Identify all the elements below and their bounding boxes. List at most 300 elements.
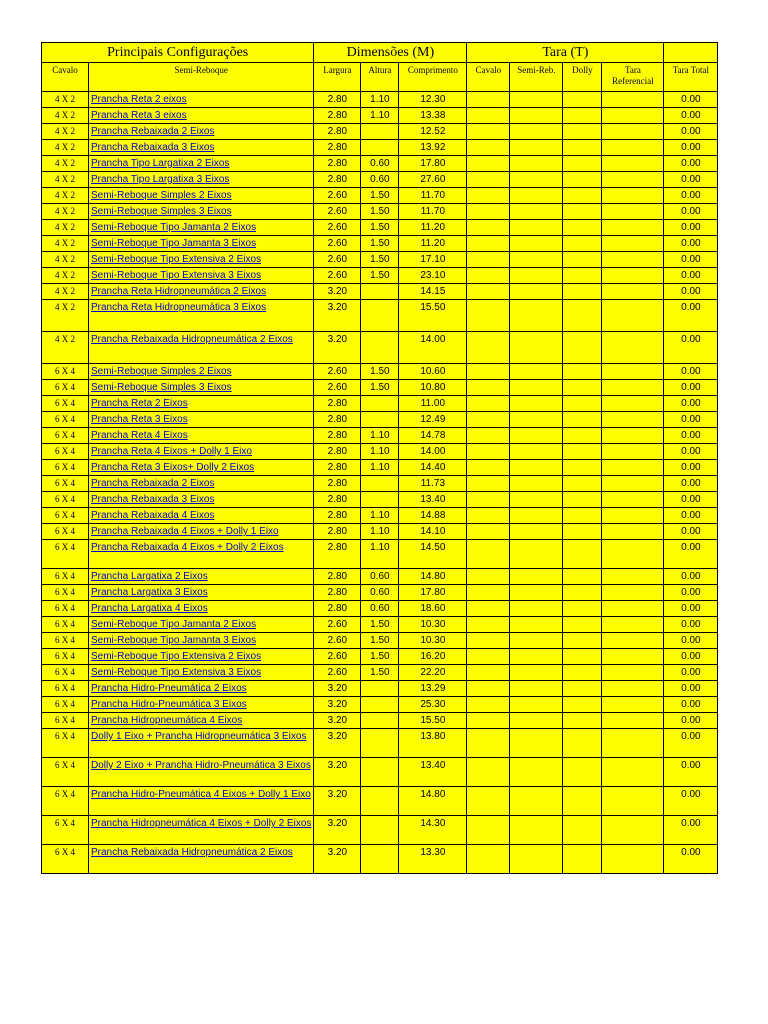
largura-cell: 2.80 bbox=[314, 108, 361, 124]
altura-cell: 1.10 bbox=[361, 92, 399, 108]
tara-referencial-cell bbox=[602, 188, 664, 204]
header-row-columns bbox=[42, 63, 718, 92]
tara-cavalo-cell bbox=[467, 252, 510, 268]
semi-reboque-cell bbox=[89, 156, 314, 172]
semi-reboque-cell bbox=[89, 697, 314, 713]
semi-reboque-link[interactable]: Prancha Hidropneumática 4 Eixos bbox=[91, 715, 243, 726]
comprimento-cell: 17.80 bbox=[399, 585, 467, 601]
semi-reboque-cell bbox=[89, 665, 314, 681]
tara-referencial-cell bbox=[602, 665, 664, 681]
semi-reboque-link[interactable]: Prancha Largatixa 2 Eixos bbox=[91, 571, 208, 582]
semi-reboque-cell bbox=[89, 300, 314, 332]
semi-reboque-link[interactable]: Semi-Reboque Simples 3 Eixos bbox=[91, 206, 232, 217]
comprimento-cell: 23.10 bbox=[399, 268, 467, 284]
tara-referencial-cell bbox=[602, 524, 664, 540]
semi-reboque-link[interactable]: Semi-Reboque Tipo Extensiva 3 Eixos bbox=[91, 270, 262, 281]
tara-cavalo-cell bbox=[467, 92, 510, 108]
cavalo-cell: 6 X 4 bbox=[42, 665, 89, 681]
tara-referencial-cell bbox=[602, 845, 664, 874]
largura-cell: 2.60 bbox=[314, 617, 361, 633]
tara-semi-cell bbox=[510, 816, 563, 845]
dolly-cell bbox=[563, 172, 602, 188]
tara-semi-cell bbox=[510, 633, 563, 649]
tara-cavalo-cell bbox=[467, 697, 510, 713]
dolly-cell bbox=[563, 220, 602, 236]
semi-reboque-cell bbox=[89, 713, 314, 729]
cavalo-cell: 6 X 4 bbox=[42, 396, 89, 412]
comprimento-cell: 13.40 bbox=[399, 492, 467, 508]
tara-semi-cell bbox=[510, 172, 563, 188]
table-row bbox=[42, 476, 718, 492]
semi-reboque-link[interactable]: Semi-Reboque Tipo Extensiva 2 Eixos bbox=[91, 254, 262, 265]
dolly-cell bbox=[563, 569, 602, 585]
tara-cavalo-cell bbox=[467, 476, 510, 492]
semi-reboque-link[interactable]: Prancha Rebaixada 3 Eixos bbox=[91, 494, 215, 505]
tara-referencial-cell bbox=[602, 633, 664, 649]
semi-reboque-link[interactable]: Prancha Tipo Largatixa 2 Eixos bbox=[91, 158, 230, 169]
tara-total-cell: 0.00 bbox=[664, 300, 718, 332]
altura-cell bbox=[361, 758, 399, 787]
tara-semi-cell bbox=[510, 364, 563, 380]
table-row bbox=[42, 300, 718, 332]
altura-cell: 1.50 bbox=[361, 617, 399, 633]
tara-semi-cell bbox=[510, 476, 563, 492]
table-row bbox=[42, 681, 718, 697]
tara-cavalo-cell bbox=[467, 412, 510, 428]
semi-reboque-cell bbox=[89, 585, 314, 601]
table-row bbox=[42, 649, 718, 665]
cavalo-cell: 6 X 4 bbox=[42, 428, 89, 444]
tara-cavalo-cell bbox=[467, 140, 510, 156]
tara-cavalo-cell bbox=[467, 524, 510, 540]
comprimento-cell: 13.40 bbox=[399, 758, 467, 787]
cavalo-cell: 6 X 4 bbox=[42, 585, 89, 601]
altura-cell bbox=[361, 396, 399, 412]
tara-total-cell: 0.00 bbox=[664, 540, 718, 569]
comprimento-cell: 11.70 bbox=[399, 188, 467, 204]
col-header-tara-cavalo: Cavalo bbox=[467, 63, 510, 92]
tara-referencial-cell bbox=[602, 649, 664, 665]
semi-reboque-link[interactable]: Prancha Largatixa 3 Eixos bbox=[91, 587, 208, 598]
tara-total-cell: 0.00 bbox=[664, 412, 718, 428]
semi-reboque-link[interactable]: Prancha Reta Hidropneumática 3 Eixos bbox=[91, 302, 267, 313]
dolly-cell bbox=[563, 332, 602, 364]
largura-cell: 3.20 bbox=[314, 729, 361, 758]
cavalo-cell: 4 X 2 bbox=[42, 300, 89, 332]
semi-reboque-link[interactable]: Prancha Rebaixada 2 Eixos bbox=[91, 126, 215, 137]
tara-semi-cell bbox=[510, 524, 563, 540]
comprimento-cell: 14.00 bbox=[399, 332, 467, 364]
comprimento-cell: 10.80 bbox=[399, 380, 467, 396]
semi-reboque-link[interactable]: Prancha Largatixa 4 Eixos bbox=[91, 603, 208, 614]
tara-referencial-cell bbox=[602, 172, 664, 188]
table-row bbox=[42, 284, 718, 300]
tara-total-cell: 0.00 bbox=[664, 364, 718, 380]
semi-reboque-cell bbox=[89, 633, 314, 649]
largura-cell: 3.20 bbox=[314, 284, 361, 300]
cavalo-cell: 6 X 4 bbox=[42, 380, 89, 396]
dolly-cell bbox=[563, 124, 602, 140]
largura-cell: 3.20 bbox=[314, 816, 361, 845]
cavalo-cell: 4 X 2 bbox=[42, 268, 89, 284]
semi-reboque-link[interactable]: Prancha Rebaixada 2 Eixos bbox=[91, 478, 215, 489]
header-dimensions: Dimensões (M) bbox=[314, 43, 467, 63]
table-row bbox=[42, 364, 718, 380]
tara-total-cell: 0.00 bbox=[664, 204, 718, 220]
tara-cavalo-cell bbox=[467, 845, 510, 874]
tara-semi-cell bbox=[510, 108, 563, 124]
largura-cell: 2.80 bbox=[314, 540, 361, 569]
col-header-largura: Largura bbox=[314, 63, 361, 92]
comprimento-cell: 13.29 bbox=[399, 681, 467, 697]
comprimento-cell: 13.92 bbox=[399, 140, 467, 156]
semi-reboque-link[interactable]: Prancha Reta 3 Eixos+ Dolly 2 Eixos bbox=[91, 462, 255, 473]
dolly-cell bbox=[563, 617, 602, 633]
comprimento-cell: 11.00 bbox=[399, 396, 467, 412]
dolly-cell bbox=[563, 665, 602, 681]
dolly-cell bbox=[563, 681, 602, 697]
largura-cell: 3.20 bbox=[314, 300, 361, 332]
comprimento-cell: 11.20 bbox=[399, 220, 467, 236]
cavalo-cell: 6 X 4 bbox=[42, 729, 89, 758]
cavalo-cell: 4 X 2 bbox=[42, 236, 89, 252]
altura-cell bbox=[361, 697, 399, 713]
semi-reboque-link[interactable]: Prancha Hidro-Pneumática 4 Eixos + Dolly 1 Eixo bbox=[91, 789, 311, 800]
semi-reboque-link[interactable]: Prancha Tipo Largatixa 3 Eixos bbox=[91, 174, 230, 185]
tara-referencial-cell bbox=[602, 681, 664, 697]
tara-total-cell: 0.00 bbox=[664, 816, 718, 845]
altura-cell: 1.50 bbox=[361, 649, 399, 665]
semi-reboque-link[interactable]: Prancha Rebaixada Hidropneumática 2 Eixos bbox=[91, 334, 293, 345]
tara-semi-cell bbox=[510, 252, 563, 268]
tara-referencial-cell bbox=[602, 412, 664, 428]
tara-cavalo-cell bbox=[467, 236, 510, 252]
tara-referencial-cell bbox=[602, 268, 664, 284]
tara-cavalo-cell bbox=[467, 665, 510, 681]
altura-cell: 1.50 bbox=[361, 236, 399, 252]
tara-total-cell: 0.00 bbox=[664, 508, 718, 524]
tara-total-cell: 0.00 bbox=[664, 236, 718, 252]
tara-cavalo-cell bbox=[467, 172, 510, 188]
altura-cell: 0.60 bbox=[361, 172, 399, 188]
table-row bbox=[42, 633, 718, 649]
tara-cavalo-cell bbox=[467, 188, 510, 204]
tara-semi-cell bbox=[510, 188, 563, 204]
tara-referencial-cell bbox=[602, 396, 664, 412]
tara-total-cell: 0.00 bbox=[664, 188, 718, 204]
table-row bbox=[42, 380, 718, 396]
altura-cell: 1.50 bbox=[361, 268, 399, 284]
semi-reboque-link[interactable]: Prancha Rebaixada 4 Eixos + Dolly 2 Eixos bbox=[91, 542, 284, 553]
comprimento-cell: 14.15 bbox=[399, 284, 467, 300]
semi-reboque-link[interactable]: Semi-Reboque Tipo Jamanta 3 Eixos bbox=[91, 635, 257, 646]
semi-reboque-link[interactable]: Prancha Reta 3 eixos bbox=[91, 110, 187, 121]
dolly-cell bbox=[563, 845, 602, 874]
dolly-cell bbox=[563, 428, 602, 444]
semi-reboque-link[interactable]: Semi-Reboque Tipo Jamanta 2 Eixos bbox=[91, 619, 257, 630]
semi-reboque-cell bbox=[89, 332, 314, 364]
tara-referencial-cell bbox=[602, 816, 664, 845]
tara-total-cell: 0.00 bbox=[664, 665, 718, 681]
semi-reboque-link[interactable]: Semi-Reboque Tipo Extensiva 2 Eixos bbox=[91, 651, 262, 662]
cavalo-cell: 4 X 2 bbox=[42, 220, 89, 236]
semi-reboque-cell bbox=[89, 845, 314, 874]
semi-reboque-link[interactable]: Prancha Reta 2 eixos bbox=[91, 94, 187, 105]
tara-total-cell: 0.00 bbox=[664, 252, 718, 268]
semi-reboque-cell bbox=[89, 428, 314, 444]
semi-reboque-link[interactable]: Dolly 2 Eixo + Prancha Hidro-Pneumática 3 Eixos bbox=[91, 760, 311, 771]
tara-total-cell: 0.00 bbox=[664, 140, 718, 156]
semi-reboque-link[interactable]: Prancha Hidropneumática 4 Eixos + Dolly 2 Eixos bbox=[91, 818, 312, 829]
table-row bbox=[42, 108, 718, 124]
comprimento-cell: 14.10 bbox=[399, 524, 467, 540]
tara-cavalo-cell bbox=[467, 268, 510, 284]
largura-cell: 2.80 bbox=[314, 124, 361, 140]
tara-semi-cell bbox=[510, 492, 563, 508]
comprimento-cell: 14.80 bbox=[399, 569, 467, 585]
semi-reboque-cell bbox=[89, 268, 314, 284]
table-row bbox=[42, 540, 718, 569]
dolly-cell bbox=[563, 633, 602, 649]
tara-referencial-cell bbox=[602, 476, 664, 492]
tara-total-cell: 0.00 bbox=[664, 601, 718, 617]
tara-total-cell: 0.00 bbox=[664, 172, 718, 188]
semi-reboque-link[interactable]: Prancha Reta Hidropneumática 2 Eixos bbox=[91, 286, 267, 297]
largura-cell: 2.60 bbox=[314, 252, 361, 268]
tara-semi-cell bbox=[510, 729, 563, 758]
largura-cell: 2.80 bbox=[314, 156, 361, 172]
tara-total-cell: 0.00 bbox=[664, 585, 718, 601]
comprimento-cell: 27.60 bbox=[399, 172, 467, 188]
tara-cavalo-cell bbox=[467, 816, 510, 845]
header-empty bbox=[664, 43, 718, 63]
comprimento-cell: 13.30 bbox=[399, 845, 467, 874]
altura-cell bbox=[361, 492, 399, 508]
comprimento-cell: 10.30 bbox=[399, 617, 467, 633]
semi-reboque-cell bbox=[89, 617, 314, 633]
tara-cavalo-cell bbox=[467, 713, 510, 729]
tara-cavalo-cell bbox=[467, 108, 510, 124]
tara-semi-cell bbox=[510, 681, 563, 697]
tara-referencial-cell bbox=[602, 364, 664, 380]
table-row bbox=[42, 569, 718, 585]
dolly-cell bbox=[563, 364, 602, 380]
tara-referencial-cell bbox=[602, 601, 664, 617]
tara-cavalo-cell bbox=[467, 601, 510, 617]
table-row bbox=[42, 188, 718, 204]
semi-reboque-cell bbox=[89, 787, 314, 816]
dolly-cell bbox=[563, 236, 602, 252]
altura-cell: 1.50 bbox=[361, 204, 399, 220]
largura-cell: 2.80 bbox=[314, 524, 361, 540]
dolly-cell bbox=[563, 816, 602, 845]
table-row bbox=[42, 492, 718, 508]
dolly-cell bbox=[563, 396, 602, 412]
tara-total-cell: 0.00 bbox=[664, 729, 718, 758]
table-row bbox=[42, 697, 718, 713]
semi-reboque-link[interactable]: Prancha Reta 4 Eixos bbox=[91, 430, 188, 441]
altura-cell bbox=[361, 681, 399, 697]
cavalo-cell: 6 X 4 bbox=[42, 444, 89, 460]
largura-cell: 2.60 bbox=[314, 268, 361, 284]
semi-reboque-link[interactable]: Semi-Reboque Tipo Jamanta 3 Eixos bbox=[91, 238, 257, 249]
tara-semi-cell bbox=[510, 845, 563, 874]
largura-cell: 2.80 bbox=[314, 508, 361, 524]
tara-semi-cell bbox=[510, 396, 563, 412]
altura-cell: 1.50 bbox=[361, 220, 399, 236]
comprimento-cell: 14.40 bbox=[399, 460, 467, 476]
semi-reboque-link[interactable]: Prancha Reta 2 Eixos bbox=[91, 398, 188, 409]
tara-referencial-cell bbox=[602, 284, 664, 300]
altura-cell: 1.10 bbox=[361, 444, 399, 460]
altura-cell bbox=[361, 124, 399, 140]
semi-reboque-cell bbox=[89, 124, 314, 140]
comprimento-cell: 14.88 bbox=[399, 508, 467, 524]
cavalo-cell: 4 X 2 bbox=[42, 188, 89, 204]
tara-semi-cell bbox=[510, 268, 563, 284]
semi-reboque-link[interactable]: Semi-Reboque Simples 2 Eixos bbox=[91, 366, 232, 377]
tara-cavalo-cell bbox=[467, 204, 510, 220]
semi-reboque-link[interactable]: Prancha Rebaixada 4 Eixos bbox=[91, 510, 215, 521]
dolly-cell bbox=[563, 713, 602, 729]
largura-cell: 2.60 bbox=[314, 665, 361, 681]
col-header-tara-total: Tara Total bbox=[664, 63, 718, 92]
dolly-cell bbox=[563, 156, 602, 172]
semi-reboque-cell bbox=[89, 508, 314, 524]
tara-semi-cell bbox=[510, 697, 563, 713]
semi-reboque-link[interactable]: Semi-Reboque Tipo Extensiva 3 Eixos bbox=[91, 667, 262, 678]
tara-semi-cell bbox=[510, 156, 563, 172]
semi-reboque-link[interactable]: Semi-Reboque Simples 3 Eixos bbox=[91, 382, 232, 393]
semi-reboque-cell bbox=[89, 92, 314, 108]
tara-semi-cell bbox=[510, 284, 563, 300]
cavalo-cell: 6 X 4 bbox=[42, 681, 89, 697]
tara-semi-cell bbox=[510, 585, 563, 601]
cavalo-cell: 6 X 4 bbox=[42, 569, 89, 585]
largura-cell: 2.80 bbox=[314, 412, 361, 428]
comprimento-cell: 14.80 bbox=[399, 787, 467, 816]
cavalo-cell: 6 X 4 bbox=[42, 364, 89, 380]
tara-referencial-cell bbox=[602, 758, 664, 787]
tara-referencial-cell bbox=[602, 444, 664, 460]
dolly-cell bbox=[563, 585, 602, 601]
table-row bbox=[42, 332, 718, 364]
cavalo-cell: 4 X 2 bbox=[42, 284, 89, 300]
tara-total-cell: 0.00 bbox=[664, 220, 718, 236]
cavalo-cell: 4 X 2 bbox=[42, 172, 89, 188]
tara-total-cell: 0.00 bbox=[664, 681, 718, 697]
altura-cell: 1.50 bbox=[361, 633, 399, 649]
tara-cavalo-cell bbox=[467, 396, 510, 412]
semi-reboque-link[interactable]: Prancha Reta 4 Eixos + Dolly 1 Eixo bbox=[91, 446, 252, 457]
dolly-cell bbox=[563, 108, 602, 124]
tara-referencial-cell bbox=[602, 729, 664, 758]
largura-cell: 2.60 bbox=[314, 220, 361, 236]
semi-reboque-link[interactable]: Prancha Rebaixada 4 Eixos + Dolly 1 Eixo bbox=[91, 526, 279, 537]
largura-cell: 3.20 bbox=[314, 713, 361, 729]
table-row bbox=[42, 268, 718, 284]
tara-total-cell: 0.00 bbox=[664, 428, 718, 444]
semi-reboque-link[interactable]: Prancha Rebaixada 3 Eixos bbox=[91, 142, 215, 153]
tara-total-cell: 0.00 bbox=[664, 617, 718, 633]
tara-cavalo-cell bbox=[467, 649, 510, 665]
tara-semi-cell bbox=[510, 508, 563, 524]
semi-reboque-link[interactable]: Dolly 1 Eixo + Prancha Hidropneumática 3 Eixos bbox=[91, 731, 307, 742]
dolly-cell bbox=[563, 444, 602, 460]
comprimento-cell: 12.49 bbox=[399, 412, 467, 428]
cavalo-cell: 4 X 2 bbox=[42, 332, 89, 364]
largura-cell: 3.20 bbox=[314, 845, 361, 874]
largura-cell: 3.20 bbox=[314, 787, 361, 816]
semi-reboque-link[interactable]: Prancha Hidro-Pneumática 3 Eixos bbox=[91, 699, 247, 710]
largura-cell: 3.20 bbox=[314, 697, 361, 713]
altura-cell: 0.60 bbox=[361, 585, 399, 601]
dolly-cell bbox=[563, 787, 602, 816]
comprimento-cell: 12.30 bbox=[399, 92, 467, 108]
comprimento-cell: 18.60 bbox=[399, 601, 467, 617]
dolly-cell bbox=[563, 729, 602, 758]
cavalo-cell: 4 X 2 bbox=[42, 156, 89, 172]
semi-reboque-cell bbox=[89, 460, 314, 476]
altura-cell: 0.60 bbox=[361, 156, 399, 172]
tara-referencial-cell bbox=[602, 508, 664, 524]
tara-semi-cell bbox=[510, 380, 563, 396]
dolly-cell bbox=[563, 92, 602, 108]
altura-cell bbox=[361, 284, 399, 300]
semi-reboque-cell bbox=[89, 188, 314, 204]
semi-reboque-cell bbox=[89, 364, 314, 380]
comprimento-cell: 14.78 bbox=[399, 428, 467, 444]
semi-reboque-cell bbox=[89, 444, 314, 460]
tara-total-cell: 0.00 bbox=[664, 787, 718, 816]
semi-reboque-link[interactable]: Semi-Reboque Simples 2 Eixos bbox=[91, 190, 232, 201]
tara-semi-cell bbox=[510, 204, 563, 220]
largura-cell: 2.80 bbox=[314, 460, 361, 476]
table-row bbox=[42, 204, 718, 220]
semi-reboque-link[interactable]: Prancha Rebaixada Hidropneumática 2 Eixos bbox=[91, 847, 293, 858]
tara-total-cell: 0.00 bbox=[664, 92, 718, 108]
col-header-comprimento: Comprimento bbox=[399, 63, 467, 92]
largura-cell: 2.60 bbox=[314, 633, 361, 649]
table-row bbox=[42, 428, 718, 444]
tara-semi-cell bbox=[510, 758, 563, 787]
semi-reboque-link[interactable]: Semi-Reboque Tipo Jamanta 2 Eixos bbox=[91, 222, 257, 233]
tara-referencial-cell bbox=[602, 220, 664, 236]
col-header-tara-referencial: Tara Referencial bbox=[602, 63, 664, 92]
table-row bbox=[42, 460, 718, 476]
tara-referencial-cell bbox=[602, 492, 664, 508]
semi-reboque-link[interactable]: Prancha Reta 3 Eixos bbox=[91, 414, 188, 425]
largura-cell: 2.80 bbox=[314, 92, 361, 108]
table-row bbox=[42, 524, 718, 540]
dolly-cell bbox=[563, 524, 602, 540]
largura-cell: 2.60 bbox=[314, 380, 361, 396]
comprimento-cell: 10.60 bbox=[399, 364, 467, 380]
comprimento-cell: 22.20 bbox=[399, 665, 467, 681]
tara-referencial-cell bbox=[602, 140, 664, 156]
semi-reboque-cell bbox=[89, 396, 314, 412]
comprimento-cell: 12.52 bbox=[399, 124, 467, 140]
tara-semi-cell bbox=[510, 649, 563, 665]
tara-referencial-cell bbox=[602, 332, 664, 364]
semi-reboque-link[interactable]: Prancha Hidro-Pneumática 2 Eixos bbox=[91, 683, 247, 694]
altura-cell: 1.10 bbox=[361, 460, 399, 476]
dolly-cell bbox=[563, 697, 602, 713]
altura-cell: 1.50 bbox=[361, 252, 399, 268]
tara-total-cell: 0.00 bbox=[664, 633, 718, 649]
header-row-groups bbox=[42, 43, 718, 63]
tara-total-cell: 0.00 bbox=[664, 492, 718, 508]
